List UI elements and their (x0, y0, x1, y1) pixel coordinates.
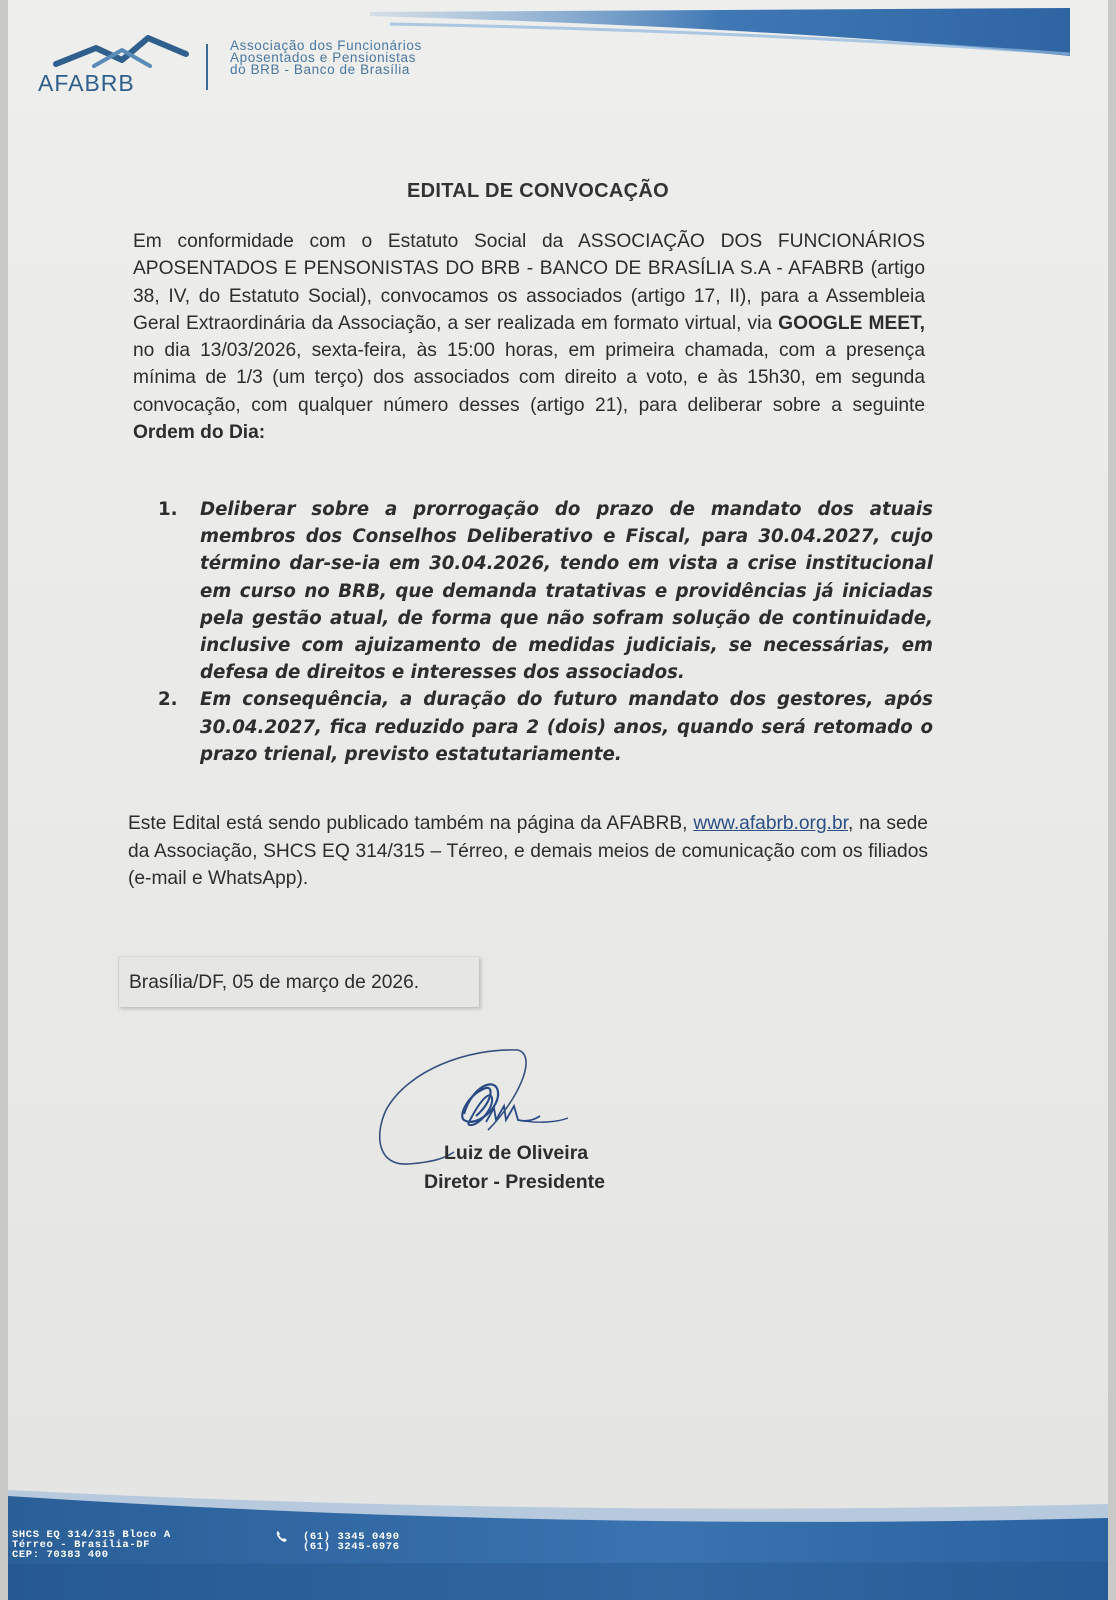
closing-text-2: , na sede da Associação, SHCS EQ 314/315 – Térreo, e demais meios de comunicação com os filiados (e-mail e WhatsApp). (128, 813, 928, 889)
org-line-1: Associação dos Funcionários (230, 38, 422, 53)
org-line-3: do BRB - Banco de Brasília (230, 62, 410, 77)
phone-2: (61) 3245-6976 (303, 1541, 400, 1553)
footer-phones (303, 1532, 400, 1552)
phone-icon (274, 1530, 290, 1544)
address-line-1: SHCS EQ 314/315 Bloco A (12, 1529, 171, 1541)
agenda-item-text: Deliberar sobre a prorrogação do prazo de mandato dos atuais membros dos Conselhos Deliberativo e Fiscal, para 30.04.2027, cujo término dar-se-ia em 30.04.2026, tendo em vista a crise institucional em curso no BRB, que demanda tratativas e providências já iniciadas pela gestão atual, de forma que não sofram solução de continuidade, inclusive com ajuizamento de medidas judiciais, se necessárias, em defesa de direitos e interesses dos associados. (200, 499, 933, 684)
document-title: EDITAL DE CONVOCAÇÃO (407, 180, 669, 202)
logo-divider (206, 44, 208, 90)
closing-text-1: Este Edital está sendo publicado também na página da AFABRB, (128, 813, 694, 834)
phone-1: (61) 3345 0490 (303, 1531, 400, 1543)
organization-name (230, 40, 422, 76)
agenda-item-number: 1. (158, 499, 178, 520)
closing-paragraph (128, 810, 928, 893)
signer-name: Luiz de Oliveira (444, 1142, 589, 1164)
agenda-label: Ordem do Dia: (133, 422, 266, 444)
agenda-list (158, 496, 933, 768)
document-date: Brasília/DF, 05 de março de 2026. (129, 972, 420, 993)
agenda-item (158, 686, 933, 768)
header-stripe (370, 8, 1070, 56)
org-line-2: Aposentados e Pensionistas (230, 50, 416, 65)
address-line-3: CEP: 70383 400 (12, 1549, 109, 1561)
intro-text-2: no dia 13/03/2026, sexta-feira, às 15:00 horas, em primeira chamada, com a presença mínima de 1/3 (um terço) dos associados com direito a voto, e às 15h30, em segunda convocação, com qualquer número desses (artigo 21), para deliberar sobre a seguinte (133, 340, 925, 416)
signer-role: Diretor - Presidente (424, 1171, 605, 1193)
letter-page (8, 0, 1108, 1600)
logo-text: AFABRB (38, 70, 135, 96)
meeting-platform: GOOGLE MEET, (778, 312, 925, 334)
address-line-2: Térreo - Brasília-DF (12, 1539, 151, 1551)
intro-paragraph (133, 228, 925, 446)
intro-text-1: Em conformidade com o Estatuto Social da ASSOCIAÇÃO DOS FUNCIONÁRIOS APOSENTADOS E PENSONISTAS DO BRB - BANCO DE BRASÍLIA S.A - AFABRB (artigo 38, IV, do Estatuto Social), convocamos os associados (artigo 17, II), para a Assembleia Geral Extraordinária da Associação, a ser realizada em formato virtual, via (133, 231, 925, 334)
footer-address (12, 1530, 171, 1560)
website-link[interactable]: www.afabrb.org.br (693, 813, 848, 834)
agenda-item (158, 496, 933, 686)
agenda-item-text: Em consequência, a duração do futuro mandato dos gestores, após 30.04.2027, fica reduzido para 2 (dois) anos, quando será retomado o prazo trienal, previsto estatutariamente. (200, 689, 933, 765)
date-label-box (118, 956, 479, 1007)
handwritten-signature (368, 1040, 608, 1190)
footer-band (8, 1470, 1108, 1600)
agenda-item-number: 2. (158, 689, 178, 711)
